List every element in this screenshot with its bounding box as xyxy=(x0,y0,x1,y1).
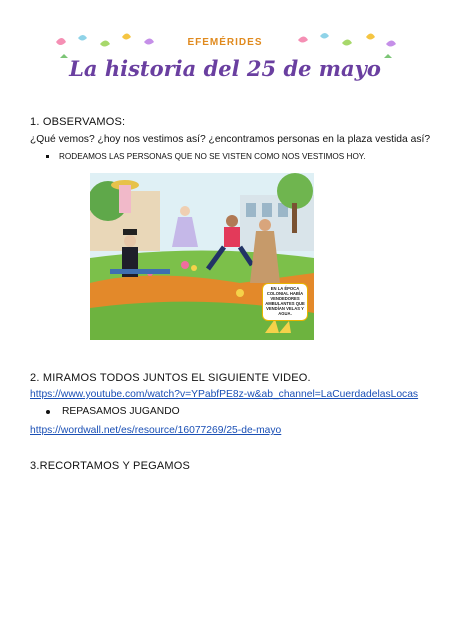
square-bullet-icon xyxy=(46,155,49,158)
section-heading-observamos: 1. OBSERVAMOS: xyxy=(30,116,126,128)
section-heading-recortamos: 3.RECORTAMOS Y PEGAMOS xyxy=(30,460,191,472)
header-banner xyxy=(48,28,402,86)
instruction-bullet xyxy=(46,152,366,161)
youtube-video-link[interactable]: https://www.youtube.com/watch?v=YPabfPE8z-w&ab_channel=LaCuerdadelasLocas xyxy=(30,389,419,400)
banner-kicker: EFEMÉRIDES xyxy=(187,37,263,48)
game-bullet-text: REPASAMOS JUGANDO xyxy=(62,406,180,417)
game-bullet xyxy=(46,406,180,417)
callout-note: EN LA ÉPOCA COLONIAL HABÍA VENDEDORES AMBULANTES QUE VENDÍAN VELAS Y AGUA. xyxy=(262,283,308,321)
banner-graphic xyxy=(48,28,402,86)
banner-title: La historia del 25 de mayo xyxy=(69,56,381,81)
round-bullet-icon xyxy=(46,410,50,414)
section-heading-video: 2. MIRAMOS TODOS JUNTOS EL SIGUIENTE VIDEO. xyxy=(30,372,311,384)
instruction-text: RODEAMOS LAS PERSONAS QUE NO SE VISTEN COMO NOS VESTIMOS HOY. xyxy=(59,152,366,161)
wordwall-game-link[interactable]: https://wordwall.net/es/resource/16077269/25-de-mayo xyxy=(30,425,282,436)
question-text: ¿Qué vemos? ¿hoy nos vestimos así? ¿encontramos personas en la plaza vestida así? xyxy=(30,134,431,145)
